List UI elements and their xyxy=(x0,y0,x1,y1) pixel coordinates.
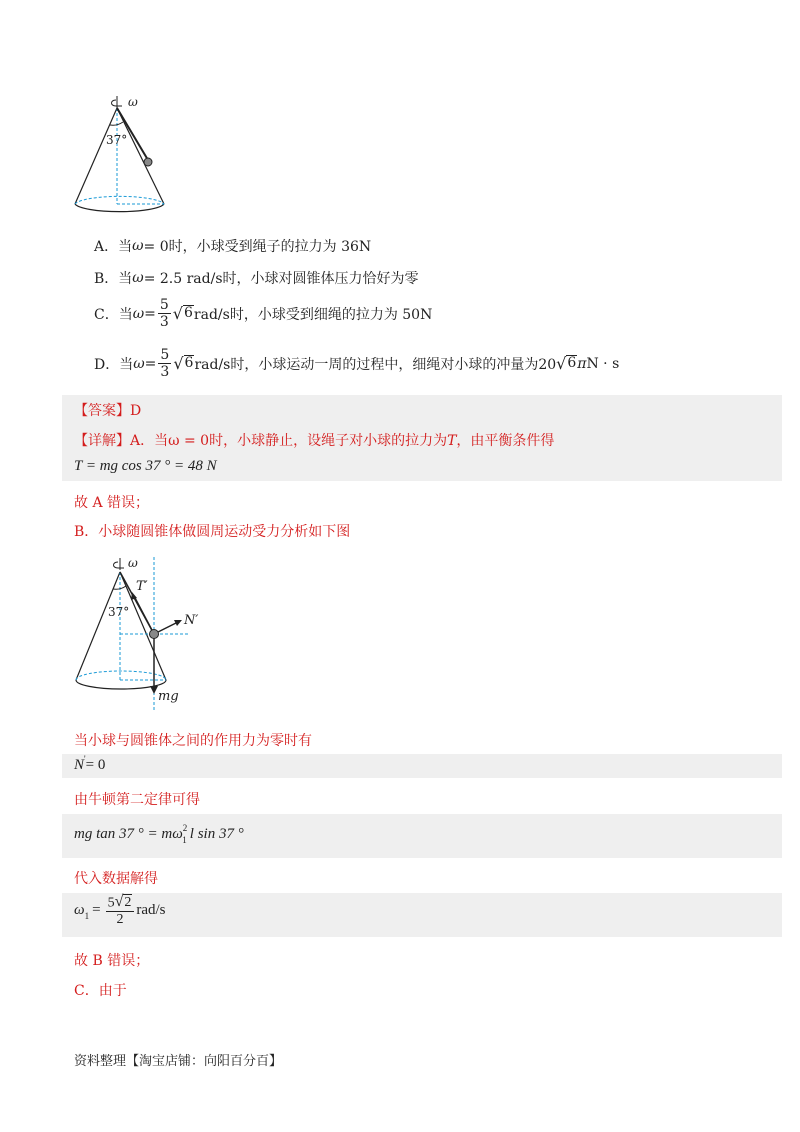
force-diagram xyxy=(70,552,230,712)
equation-3: ω 1 = 5 √ 2 2 rad/s xyxy=(74,893,166,928)
tension-label: T′ xyxy=(136,579,148,594)
numerator xyxy=(106,894,135,912)
ball xyxy=(150,630,159,639)
radicand: 2 xyxy=(124,895,132,910)
zero-force-text: 当小球与圆锥体之间的作用力为零时有 xyxy=(74,733,312,749)
numerator: 5 xyxy=(160,347,170,363)
option-d-unit: N · s xyxy=(586,355,620,372)
radicand: 6 xyxy=(184,355,194,372)
omega-symbol: ω xyxy=(132,270,144,286)
numerator: 5 xyxy=(159,297,169,313)
n-equation-rest: = 0 xyxy=(85,757,106,773)
equation-1 xyxy=(74,458,217,475)
answer-line xyxy=(74,400,141,420)
rotation-arrow-icon xyxy=(114,558,125,570)
answer-label: 【答案】 xyxy=(74,403,130,419)
radicand: 6 xyxy=(567,355,577,372)
gravity-label: mg xyxy=(158,689,179,704)
equation-n-block xyxy=(62,754,782,778)
equation-2 xyxy=(74,822,244,845)
omega-label: ω xyxy=(128,556,138,570)
sqrt: √ 2 xyxy=(114,893,132,911)
option-b-prefix: B．当 xyxy=(94,271,133,287)
omega-symbol: ω xyxy=(132,238,144,254)
fraction xyxy=(158,348,171,379)
equation-3-block xyxy=(62,893,782,937)
denominator: 2 xyxy=(116,912,124,928)
sqrt: √ 6 xyxy=(556,353,577,373)
unit: rad/s xyxy=(136,902,166,919)
cone-figure-1 xyxy=(70,92,200,217)
equation-1-text: T = mg cos 37 ° = 48 N xyxy=(74,458,217,474)
equation-2-end: l sin 37 ° xyxy=(189,826,244,842)
option-a xyxy=(94,236,371,256)
denominator: 3 xyxy=(160,364,170,380)
ball xyxy=(144,158,152,166)
option-c-prefix: C．当 xyxy=(94,306,133,323)
c-intro: C．由于 xyxy=(74,983,127,999)
equation-n: N ' = 0 xyxy=(74,753,106,773)
option-c xyxy=(94,298,432,329)
detail-label: 【详解】 xyxy=(74,433,130,449)
option-b xyxy=(94,268,419,288)
normal-force-label: N′ xyxy=(184,613,199,628)
option-c-text: rad/s时，小球受到细绳的拉力为 50N xyxy=(193,306,433,323)
option-a-text: = 0时，小球受到绳子的拉力为 36N xyxy=(143,239,372,255)
denominator: 3 xyxy=(159,314,169,330)
coefficient: 5 xyxy=(107,895,115,911)
equation-2-text: mg tan 37 ° = mω xyxy=(74,826,183,842)
rotation-arrow-icon xyxy=(112,96,123,108)
angle-label: 37° xyxy=(106,133,128,147)
footer: 资料整理【淘宝店铺：向阳百分百】 xyxy=(74,1054,283,1069)
fraction xyxy=(106,894,135,927)
fraction xyxy=(158,298,171,329)
option-b-text: = 2.5 rad/s时，小球对圆锥体压力恰好为零 xyxy=(143,271,419,287)
omega-symbol: ω xyxy=(133,355,145,372)
sqrt: √ 6 xyxy=(172,303,193,323)
option-d xyxy=(94,348,619,379)
detail-text: A．当ω = 0时，小球静止，设绳子对小球的拉力为 xyxy=(130,433,448,449)
equals: = xyxy=(144,305,156,322)
angle-label: 37° xyxy=(108,605,130,619)
n-symbol: N xyxy=(74,757,85,773)
b-wrong: 故 B 错误； xyxy=(74,953,150,969)
equals: = xyxy=(144,355,157,372)
option-d-text: rad/s时，小球运动一周的过程中，细绳对小球的冲量为20 xyxy=(194,356,557,373)
b-intro: B．小球随圆锥体做圆周运动受力分析如下图 xyxy=(74,524,351,540)
answer-value: D xyxy=(130,403,142,419)
omega-label: ω xyxy=(128,95,138,109)
option-a-prefix: A．当 xyxy=(94,239,133,255)
sqrt: √ 6 xyxy=(173,353,194,373)
detail-text-end: ，由平衡条件得 xyxy=(456,433,555,449)
omega-symbol: ω xyxy=(132,305,145,322)
detail-line xyxy=(74,430,554,450)
option-d-prefix: D．当 xyxy=(94,356,134,373)
a-wrong: 故 A 错误； xyxy=(74,495,150,511)
substitute-text: 代入数据解得 xyxy=(74,871,158,887)
exponent: 2 xyxy=(182,822,188,833)
radicand: 6 xyxy=(184,305,193,322)
tension-symbol: T xyxy=(447,433,457,449)
subscript: 1 xyxy=(84,910,90,921)
omega-symbol: ω xyxy=(74,902,85,919)
newton-text: 由牛顿第二定律可得 xyxy=(74,792,200,808)
pi-symbol: π xyxy=(577,355,587,372)
subscript: 1 xyxy=(182,834,187,845)
